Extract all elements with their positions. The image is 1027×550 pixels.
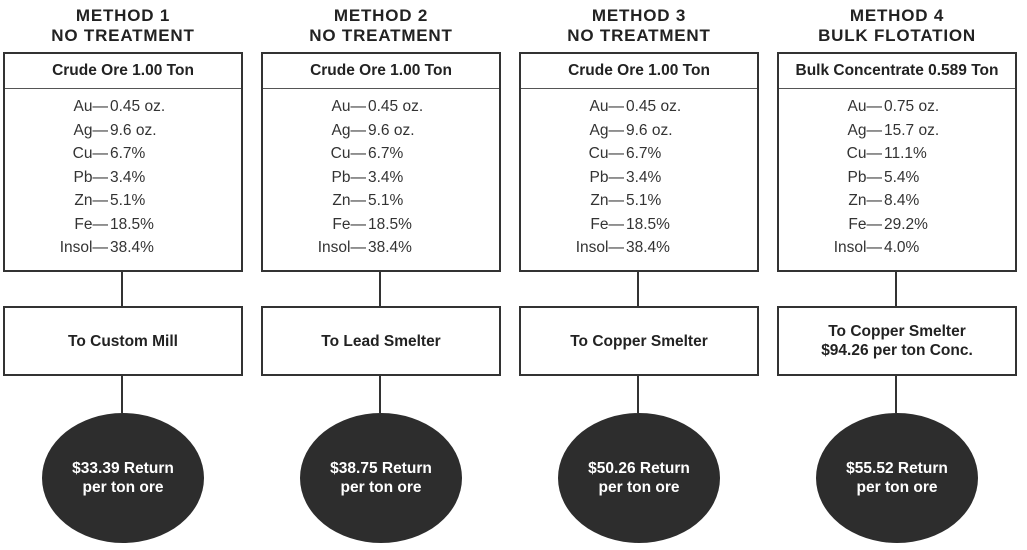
connector-line xyxy=(379,270,381,306)
assay-value: 6.7% xyxy=(368,145,404,162)
assay-value: 15.7 oz. xyxy=(884,121,940,139)
assay-element: Fe— xyxy=(332,215,366,233)
assay-list xyxy=(521,89,757,260)
return-unit: per ton ore xyxy=(82,479,164,496)
assay-value: 5.4% xyxy=(884,168,920,186)
method-column-3 xyxy=(519,0,759,550)
assay-element: Insol— xyxy=(317,239,366,256)
destination-box xyxy=(519,306,759,376)
assay-row xyxy=(779,119,1015,143)
assay-row xyxy=(779,236,1015,260)
assay-element: Ag— xyxy=(847,121,882,139)
return-unit: per ton ore xyxy=(340,479,422,496)
assay-element: Pb— xyxy=(73,168,108,186)
return-unit: per ton ore xyxy=(856,479,938,496)
method-number: METHOD 3 xyxy=(591,6,687,25)
assay-element: Cu— xyxy=(846,145,882,162)
assay-row xyxy=(5,142,241,166)
assay-element: Insol— xyxy=(833,239,882,256)
assay-value: 5.1% xyxy=(626,192,662,209)
assay-row xyxy=(521,236,757,260)
method-header xyxy=(519,6,759,46)
return-circle xyxy=(42,413,204,543)
return-amount: $50.26 Return xyxy=(588,460,690,477)
assay-element: Zn— xyxy=(332,192,366,209)
assay-element: Zn— xyxy=(74,192,108,209)
assay-row xyxy=(779,213,1015,237)
assay-value: 9.6 oz. xyxy=(626,121,673,139)
method-treatment: BULK FLOTATION xyxy=(818,26,976,45)
assay-list xyxy=(263,89,499,260)
assay-list xyxy=(5,89,241,260)
ore-assay-box xyxy=(777,52,1017,272)
method-header xyxy=(777,6,1017,46)
return-amount: $55.52 Return xyxy=(846,460,948,477)
assay-list xyxy=(779,89,1015,260)
destination-box xyxy=(261,306,501,376)
connector-line xyxy=(637,375,639,413)
assay-element: Insol— xyxy=(59,239,108,256)
method-treatment: NO TREATMENT xyxy=(51,26,195,45)
assay-value: 4.0% xyxy=(884,239,920,256)
method-number: METHOD 4 xyxy=(849,6,945,25)
assay-row xyxy=(779,189,1015,213)
assay-element: Cu— xyxy=(330,145,366,162)
assay-value: 18.5% xyxy=(110,215,154,233)
assay-row xyxy=(5,189,241,213)
assay-value: 5.1% xyxy=(368,192,404,209)
method-column-4 xyxy=(777,0,1017,550)
destination-line: To Copper Smelter xyxy=(828,323,966,340)
destination-line: To Lead Smelter xyxy=(321,332,441,350)
assay-element: Au— xyxy=(847,98,882,115)
assay-value: 38.4% xyxy=(626,239,670,256)
method-header xyxy=(261,6,501,46)
assay-row xyxy=(521,119,757,143)
method-number: METHOD 2 xyxy=(333,6,429,25)
return-unit: per ton ore xyxy=(598,479,680,496)
connector-line xyxy=(121,270,123,306)
ore-assay-box xyxy=(261,52,501,272)
assay-element: Zn— xyxy=(848,192,882,209)
assay-row xyxy=(263,213,499,237)
assay-row xyxy=(263,142,499,166)
destination-box xyxy=(3,306,243,376)
assay-element: Pb— xyxy=(589,168,624,186)
ore-title: Crude Ore 1.00 Ton xyxy=(5,54,241,89)
assay-value: 8.4% xyxy=(884,192,920,209)
return-amount: $38.75 Return xyxy=(330,460,432,477)
destination-line: To Custom Mill xyxy=(68,332,178,350)
method-column-1 xyxy=(3,0,243,550)
assay-value: 3.4% xyxy=(368,168,404,186)
assay-row xyxy=(521,189,757,213)
assay-row xyxy=(521,95,757,119)
assay-element: Fe— xyxy=(590,215,624,233)
assay-row xyxy=(263,95,499,119)
assay-value: 0.75 oz. xyxy=(884,98,940,115)
assay-row xyxy=(263,189,499,213)
assay-value: 3.4% xyxy=(110,168,146,186)
assay-value: 0.45 oz. xyxy=(626,98,682,115)
return-amount: $33.39 Return xyxy=(72,460,174,477)
connector-line xyxy=(121,375,123,413)
assay-element: Zn— xyxy=(590,192,624,209)
assay-value: 9.6 oz. xyxy=(368,121,415,139)
assay-value: 38.4% xyxy=(110,239,154,256)
assay-row xyxy=(5,119,241,143)
assay-element: Pb— xyxy=(847,168,882,186)
assay-row xyxy=(779,142,1015,166)
ore-title: Crude Ore 1.00 Ton xyxy=(521,54,757,89)
assay-value: 5.1% xyxy=(110,192,146,209)
method-header xyxy=(3,6,243,46)
assay-element: Fe— xyxy=(848,215,882,233)
assay-row xyxy=(521,166,757,190)
method-column-2 xyxy=(261,0,501,550)
assay-value: 18.5% xyxy=(368,215,412,233)
assay-element: Ag— xyxy=(331,121,366,139)
connector-line xyxy=(379,375,381,413)
assay-value: 6.7% xyxy=(626,145,662,162)
return-circle xyxy=(816,413,978,543)
assay-element: Cu— xyxy=(588,145,624,162)
ore-title: Crude Ore 1.00 Ton xyxy=(263,54,499,89)
assay-row xyxy=(5,213,241,237)
assay-element: Ag— xyxy=(73,121,108,139)
assay-value: 0.45 oz. xyxy=(110,98,166,115)
assay-value: 18.5% xyxy=(626,215,670,233)
assay-row xyxy=(5,236,241,260)
assay-row xyxy=(779,95,1015,119)
connector-line xyxy=(637,270,639,306)
assay-element: Pb— xyxy=(331,168,366,186)
assay-element: Au— xyxy=(589,98,624,115)
assay-value: 38.4% xyxy=(368,239,412,256)
return-circle xyxy=(558,413,720,543)
assay-row xyxy=(5,166,241,190)
assay-row xyxy=(263,166,499,190)
return-circle xyxy=(300,413,462,543)
assay-element: Ag— xyxy=(589,121,624,139)
ore-assay-box xyxy=(519,52,759,272)
method-treatment: NO TREATMENT xyxy=(309,26,453,45)
assay-value: 0.45 oz. xyxy=(368,98,424,115)
assay-row xyxy=(5,95,241,119)
ore-title: Bulk Concentrate 0.589 Ton xyxy=(779,54,1015,89)
destination-box xyxy=(777,306,1017,376)
assay-value: 6.7% xyxy=(110,145,146,162)
assay-row xyxy=(263,119,499,143)
assay-element: Fe— xyxy=(74,215,108,233)
assay-value: 3.4% xyxy=(626,168,662,186)
assay-row xyxy=(521,213,757,237)
connector-line xyxy=(895,270,897,306)
method-number: METHOD 1 xyxy=(75,6,171,25)
assay-value: 29.2% xyxy=(884,215,928,233)
assay-element: Cu— xyxy=(72,145,108,162)
connector-line xyxy=(895,375,897,413)
assay-row xyxy=(779,166,1015,190)
assay-value: 9.6 oz. xyxy=(110,121,157,139)
method-treatment: NO TREATMENT xyxy=(567,26,711,45)
ore-assay-box xyxy=(3,52,243,272)
assay-element: Au— xyxy=(331,98,366,115)
assay-row xyxy=(263,236,499,260)
assay-value: 11.1% xyxy=(884,145,927,162)
assay-element: Insol— xyxy=(575,239,624,256)
assay-element: Au— xyxy=(73,98,108,115)
destination-line: To Copper Smelter xyxy=(570,332,708,350)
assay-row xyxy=(521,142,757,166)
destination-line: $94.26 per ton Conc. xyxy=(821,342,973,359)
